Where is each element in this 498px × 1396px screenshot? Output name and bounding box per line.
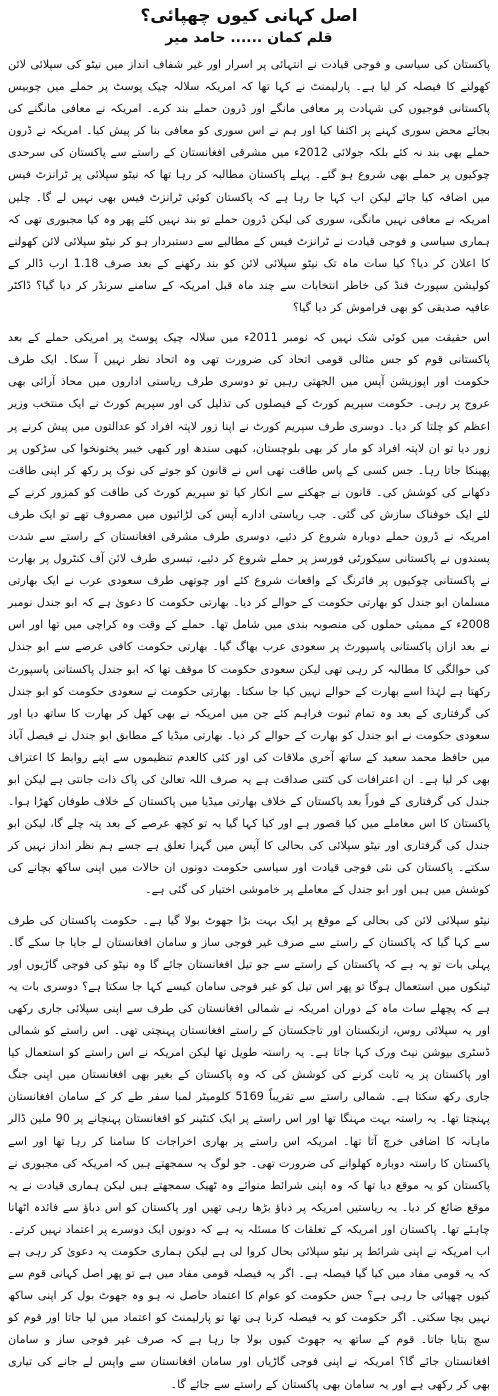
article-paragraph: پاکستان کی سیاسی و فوجی قیادت نے انتہائی پر اسرار اور غیر شفاف انداز میں نیٹو کی سپلائی لائن کھولنے کا فیصلہ کر لیا ہے۔ پارلیمنٹ نے کہا تھا کہ امریکہ سلالہ چیک پوسٹ پر حملے میں چوبیس پاکستانی فوجیوں کی شہادت پر معافی مانگے اور ڈرون حملے بند کرے۔ امریکہ نے معافی مانگنے کی بجائے محض سوری کہنے پر اکتفا کیا اور ہم نے اس سوری کو معافی بنا کر پیش کیا۔ امریکہ نے ڈرون حملے بھی بند نہ کئے بلکہ جولائی 2012ء میں مشرقی افغانستان کے راستے سے پاکستان کی سرحدی چوکیوں پر حملے بھی شروع ہو گئے۔ پہلے پاکستان مطالبہ کر رہا تھا کہ نیٹو سپلائی پر ٹرانزٹ فیس میں اضافہ کیا جائے لیکن اب کہا جا رہا ہے کہ پاکستان کوئی ٹرانزٹ فیس بھی نہیں لے گا۔ چلیں امریکہ نے معافی نہیں مانگی، سوری کی لیکن ڈرون حملے تو بند نہیں کئے پھر وہ کیا مجبوری تھی کہ ہماری سیاسی و فوجی قیادت نے ٹرانزٹ فیس کے مطالبے سے دستبردار ہو کر نیٹو سپلائی لائن کھولنے کا اعلان کر دیا؟ کیا سات ماہ تک نیٹو سپلائی لائن کو بند رکھنے کے بعد صرف 1.18 ارب ڈالر کے کولیشن سپورٹ فنڈ کی خاطر انتخابات سے چند ماہ قبل امریکہ کے سامنے سرنڈر کر دیا گیا؟ ڈاکٹر عافیہ صدیقی کو بھی فراموش کر دیا گیا؟ [8,58,490,315]
article-body [8,54,490,1396]
article-byline: قلم کمان ...... حامد میر [165,30,333,46]
article-title: اصل کہانی کیوں چھپائی؟ [140,6,358,26]
article-paragraph: نیٹو سپلائی لائن کی بحالی کے موقع پر ایک بہت بڑا جھوٹ بولا گیا ہے۔ حکومت پاکستان کی طرف سے کہا گیا کہ پاکستان کے راستے سے صرف غیر فوجی ساز و سامان افغانستان لے جایا جا سکے گا۔ پہلی بات تو یہ ہے کہ پاکستان کے راستے سے جو تیل افغانستان جائے گا وہ نیٹو کی فوجی گاڑیوں اور ٹینکوں میں استعمال ہوگا تو پھر اس تیل کو غیر فوجی سامان کیسے کہا جا سکتا ہے؟ دوسری بات یہ ہے کہ پچھلے سات ماہ کے دوران امریکہ نے شمالی افغانستان کی طرف سے اپنی سپلائی جاری رکھی اور یہ سپلائی روس، ازبکستان اور تاجکستان کے راستے افغانستان پہنچتی تھی۔ اس راستے کو شمالی ڈسٹری بیوشن نیٹ ورک کہا جاتا ہے۔ یہ راستہ طویل تھا لیکن امریکہ نے اس راستے کو استعمال کیا اور پاکستان پر یہ ثابت کرنے کی کوشش کی کہ وہ پاکستان کے بغیر بھی افغانستان میں اپنی جنگ جاری رکھ سکتا ہے۔ شمالی راستے سے تقریباً 5169 کلومیٹر لمبا سفر طے کر کے سامان افغانستان پہنچتا تھا۔ یہ راستہ بہت مہنگا تھا اور اس راستے پر ایک کنٹینر کو افغانستان پہنچانے پر 90 ملین ڈالر ماہانہ کا اضافی خرچ آتا تھا۔ امریکہ اس راستے پر بھاری اخراجات کا سامنا کر رہا تھا اور اسے پاکستان کا راستہ دوبارہ کھلوانے کی ضرورت تھی۔ جو لوگ یہ سمجھتے ہیں کہ امریکہ کی مجبوری نے پاکستان کو یہ موقع دیا تھا کہ وہ اپنی شرائط منوائے وہ ٹھیک سمجھتے ہیں لیکن ہماری قیادت نے یہ موقع ضائع کر دیا۔ یہ ریاستیں امریکہ پر دباؤ بڑھا رہی تھیں اور پاکستان کو اس دباؤ سے فائدہ اٹھانا چاہئے تھا۔ پاکستان اور امریکہ کے تعلقات کا مسئلہ یہ ہے کہ دونوں ایک دوسرے پر اعتماد نہیں کرتے۔ اب امریکہ نے اپنی شرائط پر نیٹو سپلائی بحال کروا لی ہے لیکن ہماری حکومت یہ دعویٰ کر رہی ہے کہ یہ قومی مفاد میں کیا گیا فیصلہ ہے۔ اگر یہ فیصلہ قومی مفاد میں ہے تو پھر اصل کہانی قوم سے کیوں چھپائی جا رہی ہے؟ جس حکومت کو عوام کا اعتماد حاصل نہ ہو وہ جھوٹ بول کر اپنی ساکھ نہیں بچا سکتی۔ اگر حکومت کو یہ فیصلہ کرنا ہی تھا تو پارلیمنٹ کو اعتماد میں لیا جاتا اور قوم کو سچ بتایا جاتا۔ قوم کے ساتھ یہ جھوٹ کیوں بولا جا رہا ہے کہ صرف غیر فوجی ساز و سامان افغانستان جائے گا؟ امریکہ نے اپنی فوجی گاڑیاں اور سامان افغانستان سے واپس لے جانے کی تیاری بھی کر رکھی ہے اور یہ سامان بھی پاکستان کے راستے سے جائے گا۔ [8,913,490,1391]
article-paragraph: اس حقیقت میں کوئی شک نہیں کہ نومبر 2011ء میں سلالہ چیک پوسٹ پر امریکی حملے کے بعد پاکستانی قوم کو جس مثالی قومی اتحاد کی ضرورت تھی وہ اتحاد نظر نہیں آ سکا۔ ایک طرف حکومت اور اپوزیشن آپس میں الجھتی رہیں تو دوسری طرف ریاستی اداروں میں محاذ آرائی بھی عروج پر رہی۔ حکومت سپریم کورٹ کے فیصلوں کی تذلیل کی اور سپریم کورٹ نے ایک منتخب وزیر اعظم کو چلتا کر دیا۔ دوسری طرف سپریم کورٹ نے اپنا زور لاپتہ افراد کو عدالتوں میں پیش کرنے پر زور دیا تو ان لاپتہ افراد کو مار کر بھی بلوچستان، کبھی سندھ اور کبھی خیبر پختونخوا کی سڑکوں پر پھینکا جاتا رہا۔ جس کسی کے پاس طاقت تھی اس نے قانون کو جوتے کی نوک پر رکھ کر اپنی طاقت دکھانے کی کوشش کی۔ قانون نے جھکنے سے انکار کیا تو سپریم کورٹ کی طاقت کو کمزور کرنے کے لئے ایک خوفناک سازش کی گئی۔ جب ریاستی ادارے آپس کی لڑائیوں میں مصروف تھے تو ایک طرف امریکہ نے ڈرون حملے دوبارہ شروع کر دئیے، دوسری طرف مشرقی افغانستان کے راستے سے شدت پسندوں نے پاکستانی سیکورٹی فورسز پر حملے شروع کر دئیے، تیسری طرف لائن آف کنٹرول پر بھارت نے پاکستانی چوکیوں پر فائرنگ کے واقعات شروع کئے اور چوتھی طرف سعودی عرب نے ایک بھارتی مسلمان ابو جندل کو بھارتی حکومت کے حوالے کر دیا۔ بھارتی حکومت کا دعویٰ ہے کہ ابو جندل نومبر 2008ء کے ممبئی حملوں کی منصوبہ بندی میں شامل تھا۔ حملے کے وقت وہ کراچی میں تھا اور اس نے بعد ازاں پاکستانی پاسپورٹ پر سعودی عرب بھاگ گیا۔ بھارتی حکومت کافی عرصے سے ابو جندل کی حوالگی کا مطالبہ کر رہی تھی لیکن سعودی حکومت کا موقف تھا کہ ابو جندل پاکستانی پاسپورٹ رکھتا ہے لہٰذا اسے بھارت کے حوالے نہیں کیا جا سکتا۔ بھارتی حکومت نے سعودی حکومت کو ابو جندل کی گرفتاری کے بعد وہ تمام ثبوت فراہم کئے جن میں امریکہ نے بھی کھل کر بھارت کا ساتھ دیا اور سعودی حکومت نے ابو جندل کو بھارت کے حوالے کر دیا۔ بھارتی میڈیا کے مطابق ابو جندل نے فیصل آباد میں حافظ محمد سعید کے ساتھ آخری ملاقات کی اور کئی کالعدم تنظیموں سے اپنے روابط کا اعتراف بھی کر لیا ہے۔ ان اعترافات کی کتنی صداقت ہے یہ صرف اللہ تعالیٰ کی پاک ذات جانتی ہے لیکن ابو جندل کی گرفتاری کے فوراً بعد پاکستان کے خلاف بھارتی میڈیا میں پاکستان کے خلاف طوفان کھڑا ہوا۔ پاکستان کا اس معاملے میں کیا قصور ہے اور کیا کہا گیا یہ تو کچھ عرصے کے بعد پتہ چلے گا، لیکن ابو جندل کی گرفتاری اور نیٹو سپلائی کی بحالی کا آپس میں گہرا تعلق ہے جسے ہم نظر انداز نہیں کر سکتے۔ پاکستان کی نئی فوجی قیادت اور سیاسی حکومت دونوں ان حالات میں اپنی ساکھ بچانے کی کوشش میں ہیں اور ابو جندل کے معاملے پر خاموشی اختیار کی گئی ہے۔ [8,331,490,897]
